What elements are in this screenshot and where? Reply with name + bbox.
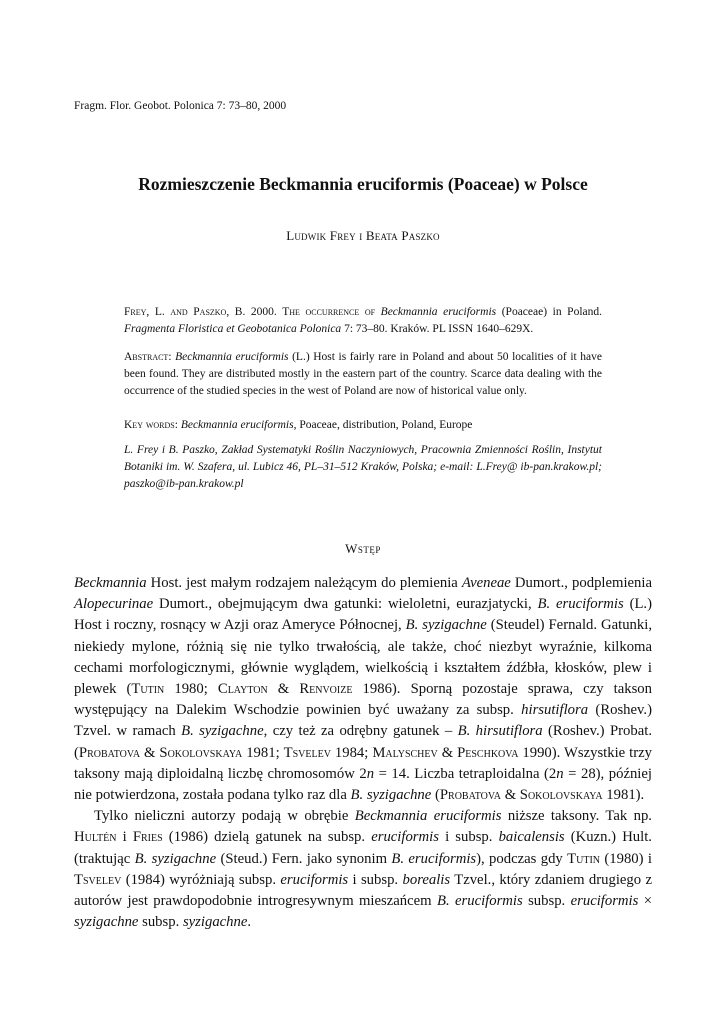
text-run: = 14. Liczba tetraploidalna (2 xyxy=(374,765,557,782)
text-run: , czy też za odrębny gatunek – xyxy=(263,723,458,740)
text-run: Probatova xyxy=(439,787,502,804)
text-run: i subsp. xyxy=(438,829,499,846)
text-run: (L.) Host i roczny, rosnący w Azji oraz Ameryce Północnej, xyxy=(74,596,652,634)
text-run: subsp. xyxy=(522,893,571,910)
text-run: Tsvelev xyxy=(74,871,122,888)
abstract-label: Abstract: xyxy=(124,351,172,363)
text-run: & xyxy=(267,681,300,698)
abstract-text: (L.) Host is fairly rare in Poland and about 50 localities of it have been found. They are distributed mostly in the eastern part of the country. Scarce data dealing with the occurrence of the studied species in the west of Poland are now of historical value only. xyxy=(124,351,602,397)
bibliographic-citation xyxy=(124,304,602,338)
text-run: subsp. xyxy=(138,914,183,931)
abstract-species: Beckmannia eruciformis xyxy=(175,351,289,363)
text-run: n xyxy=(556,765,564,782)
text-run: Dumort., obejmującym dwa gatunki: wieloletni, eurazjatycki, xyxy=(153,596,538,613)
text-run: baicalensis xyxy=(498,829,565,846)
text-run: = 28), później nie potwierdzona, została podana tylko raz dla xyxy=(74,765,652,804)
text-run: B. syzigachne xyxy=(134,850,217,867)
text-run: eruciformis xyxy=(371,829,439,846)
text-run: Fries xyxy=(132,829,163,846)
text-run: Tzvel., który zdaniem drugiego z autorów jest prawdopodobnie introgresywnym mieszańcem xyxy=(74,871,653,910)
citation-prefix: Frey, L. and Paszko, B. 2000. The occurrence of xyxy=(124,306,381,318)
text-run: syzigachne xyxy=(74,914,139,931)
citation-suffix: 7: 73–80. Kraków. PL ISSN 1640–629X. xyxy=(341,322,534,335)
citation-species: Beckmannia eruciformis xyxy=(380,306,497,318)
text-run: Tutin xyxy=(567,850,601,867)
text-run: B. hirsutiflora xyxy=(457,723,543,740)
text-run: B. eruciformis xyxy=(537,596,624,613)
text-run: Sokolovskaya xyxy=(519,787,603,804)
text-run: B. syzigachne xyxy=(350,787,432,804)
text-run: Renvoize xyxy=(299,681,353,698)
text-run: Malyschev xyxy=(372,744,438,761)
article-title: Rozmieszczenie Beckmannia eruciformis (Poaceae) w Polsce xyxy=(138,174,588,194)
keywords-text: , Poaceae, distribution, Poland, Europe xyxy=(293,419,473,431)
text-run: hirsutiflora xyxy=(521,702,589,719)
text-run: 1986). Sporną pozostaje sprawa, czy takson występujący na Dalekim Wschodzie powinien być uważany za subsp. xyxy=(74,681,652,719)
abstract xyxy=(124,349,602,399)
text-run: 1981; xyxy=(242,744,284,761)
text-run: (1980) i xyxy=(600,850,652,867)
text-run: 1981). xyxy=(602,787,645,804)
text-run: eruciformis xyxy=(280,871,349,888)
text-run: B. eruciformis xyxy=(436,893,523,910)
text-run: & xyxy=(140,744,160,761)
text-run: Beckmannia eruciformis xyxy=(354,808,502,825)
journal-citation-header: Fragm. Flor. Geobot. Polonica 7: 73–80, 2000 xyxy=(74,100,287,112)
text-run: (Steud.) Fern. jako synonim xyxy=(216,850,392,867)
text-run: Tylko nieliczni autorzy podają w obrębie xyxy=(94,808,355,825)
paragraph-2 xyxy=(74,806,652,933)
text-run: ), podczas gdy xyxy=(476,850,568,867)
section-heading: Wstęp xyxy=(345,541,381,556)
text-run: borealis xyxy=(402,871,451,888)
text-run: 1984; xyxy=(330,744,373,761)
text-run: eruciformis xyxy=(570,893,639,910)
text-run: (Steudel) Fernald. Gatunki, niekiedy mylone, różnią się nie tylko trwałością, ale także, choć niezbyt wyraźnie, kilkoma cechami morfologicznymi, głównie wyglądem, wielkością i kształtem źdźbła, kłosków, plew i plewek ( xyxy=(74,617,652,698)
text-run: (Kuzn.) Hult. (traktując xyxy=(74,829,652,867)
text-run: Alopecurinae xyxy=(74,596,154,613)
text-run: (Roshev.) Tzvel. w ramach xyxy=(74,702,652,740)
keywords-species: Beckmannia eruciformis xyxy=(180,419,294,431)
text-run: 1980; xyxy=(164,681,218,698)
text-run: B. eruciformis xyxy=(391,850,477,867)
text-run: Probatova xyxy=(78,744,141,761)
keywords xyxy=(124,417,602,434)
text-run: ( xyxy=(431,787,440,804)
citation-journal: Fragmenta Floristica et Geobotanica Polonica xyxy=(124,322,342,335)
authors-line: Ludwik Frey i Beata Paszko xyxy=(286,228,440,243)
text-run: (Roshev.) Probat. ( xyxy=(74,723,652,761)
paragraph-1 xyxy=(74,573,652,806)
keywords-label: Key words: xyxy=(124,419,178,431)
text-run: Tutin xyxy=(131,681,165,698)
text-run: B. syzigachne xyxy=(181,723,264,740)
text-run: i xyxy=(116,829,133,846)
text-run: . xyxy=(247,914,252,931)
text-run: Dumort., podplemienia xyxy=(510,575,652,591)
text-run: Beckmannia xyxy=(74,575,147,591)
text-run: & xyxy=(437,744,458,761)
text-run: niższe taksony. Tak np. xyxy=(501,808,652,825)
text-run: Hultén xyxy=(74,829,117,846)
citation-middle: (Poaceae) in Poland. xyxy=(496,306,602,318)
text-run: n xyxy=(366,765,375,782)
text-run: Peschkova xyxy=(457,744,519,761)
text-run: & xyxy=(501,787,520,804)
author-address: L. Frey i B. Paszko, Zakład Systematyki Roślin Naczyniowych, Pracownia Zmienności Roślin, Instytut Botaniki im. W. Szafera, ul. Lubicz 46, PL–31–512 Kraków, Polska; e-mail: L.Frey@ ib-pan.krakow.pl; paszko@ib-pan.krakow.pl xyxy=(124,444,602,490)
text-run: i subsp. xyxy=(348,871,403,888)
text-run: B. syzigachne xyxy=(405,617,487,634)
text-run: Sokolovskaya xyxy=(159,744,243,761)
text-run: (1986) dzielą gatunek na subsp. xyxy=(162,829,372,846)
text-run: syzigachne xyxy=(182,914,248,931)
text-run: 1990). Wszystkie trzy taksony mają diploidalną liczbę chromosomów 2 xyxy=(74,744,652,782)
body-text xyxy=(74,573,652,933)
text-run: Clayton xyxy=(217,681,268,698)
text-run: × xyxy=(638,893,653,910)
text-run: Aveneae xyxy=(461,575,511,591)
text-run: (1984) wyróżniają subsp. xyxy=(121,871,281,888)
text-run: Host. jest małym rodzajem należącym do plemienia xyxy=(146,575,462,591)
text-run: Tsvelev xyxy=(283,744,331,761)
